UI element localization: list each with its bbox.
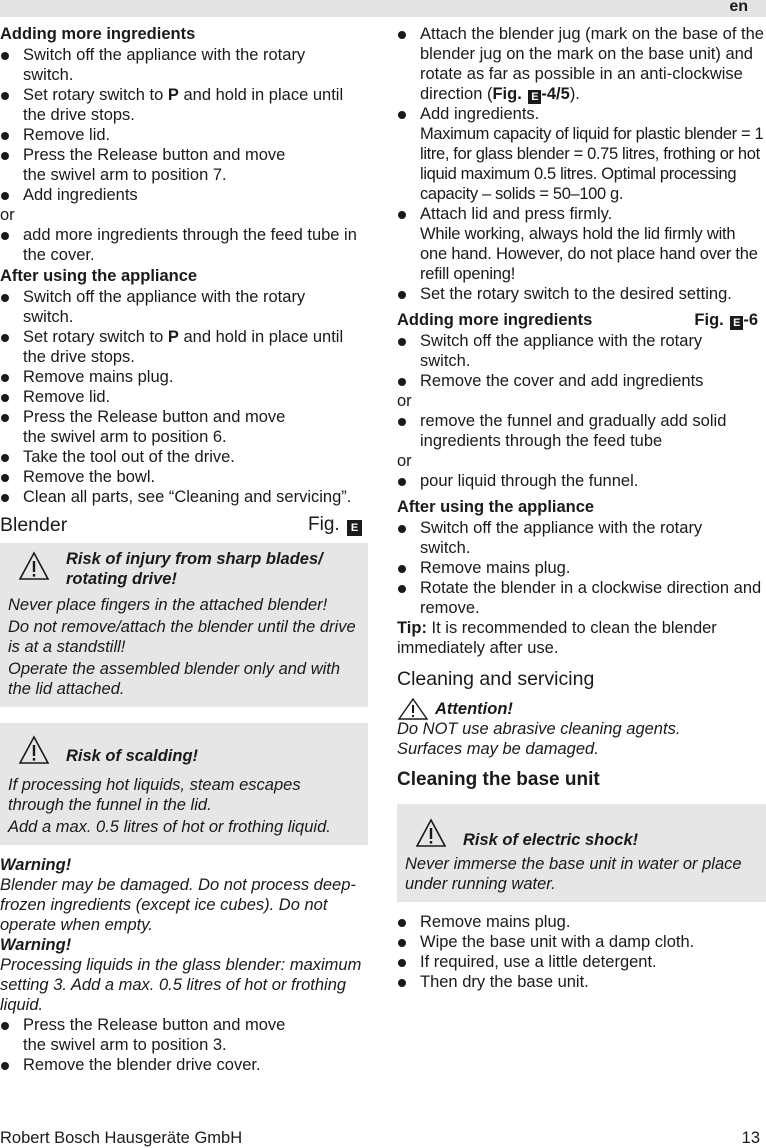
list-item: Set the rotary switch to the desired setting. xyxy=(397,284,766,304)
tip-text: It is recommended to clean the blender immediately after use. xyxy=(397,619,717,657)
list-item-text: Set rotary switch to P and hold in place until the drive stops. xyxy=(23,86,344,124)
list-item xyxy=(0,85,370,125)
warning-body xyxy=(8,775,360,837)
list-item: Set rotary switch to P and hold in place until the drive stops. xyxy=(0,327,370,367)
list-item xyxy=(397,104,766,204)
cleaning-steps xyxy=(397,912,766,992)
list-item xyxy=(397,204,766,284)
warning-heading-text: Risk of electric shock! xyxy=(463,831,639,849)
warning-line: Never immerse the base unit in water or place under running water. xyxy=(405,855,742,893)
or-text: or xyxy=(397,452,412,470)
warning-heading-text: Risk of scalding! xyxy=(66,747,199,765)
warning-line: If processing hot liquids, steam escapes through the funnel in the lid. xyxy=(8,776,301,814)
list-item-text: Attach the blender jug (mark on the base of the blender jug on the mark on the base unit) and rotate as far as possible in an anti-clockwise direction ( xyxy=(420,25,764,103)
or-text: or xyxy=(397,392,412,410)
warning-heading xyxy=(405,816,758,852)
warning-body xyxy=(405,854,758,894)
warning-line: Never place fingers in the attached blender! xyxy=(8,596,328,614)
section-title-adding-ingredients: Adding more ingredients xyxy=(0,25,196,43)
page-footer xyxy=(0,1128,766,1148)
figure-icon: E xyxy=(528,90,541,104)
list-item-note: Maximum capacity of liquid for plastic blender = 1 litre, for glass blender = 0.75 litres, frothing or hot liquid maximum 0.5 litres. Optimal processing capacity – solids = 50–100 g. xyxy=(420,125,764,203)
figure-reference xyxy=(308,513,362,537)
warning-line: Do not remove/attach the blender until the drive is at a standstill! xyxy=(8,618,356,656)
warning-heading xyxy=(8,549,360,589)
figure-label: Fig. xyxy=(492,85,522,103)
figure-ref: -6 xyxy=(743,311,758,329)
section-title-blender: Blender xyxy=(0,514,68,536)
section-title-after-use: After using the appliance xyxy=(397,498,595,516)
attention-title: Attention! xyxy=(435,700,513,718)
list-item: Remove the blender drive cover. xyxy=(0,1055,370,1075)
language-label: en xyxy=(729,0,748,15)
list-item: Remove mains plug. xyxy=(397,558,766,578)
list-item-text: Attach lid and press firmly. xyxy=(420,205,613,223)
list-item: add more ingredients through the feed tube in the cover. xyxy=(0,225,370,265)
list-item: Wipe the base unit with a damp cloth. xyxy=(397,932,766,952)
list-item: Remove lid. xyxy=(0,125,370,145)
list-item: Then dry the base unit. xyxy=(397,972,766,992)
list-item: Remove the bowl. xyxy=(0,467,370,487)
list-item: Add ingredients xyxy=(0,185,370,205)
switch-position-p: P xyxy=(167,86,179,104)
attention-heading xyxy=(397,699,766,719)
figure-ref: -4/5 xyxy=(541,85,570,103)
switch-position-p: P xyxy=(167,328,179,346)
list-item: Remove mains plug. xyxy=(397,912,766,932)
list-item: remove the funnel and gradually add solid ingredients through the feed tube xyxy=(397,411,766,451)
figure-label: Fig. xyxy=(308,514,340,535)
list-item: Switch off the appliance with the rotary switch. xyxy=(397,518,737,558)
warning-triangle-icon xyxy=(18,551,50,581)
list-item: If required, use a little detergent. xyxy=(397,952,766,972)
right-column xyxy=(397,24,766,992)
warning-damage xyxy=(0,855,370,935)
list-item: Press the Release button and move the swivel arm to position 3. xyxy=(0,1015,310,1055)
warning-line: Operate the assembled blender only and with the lid attached. xyxy=(8,660,341,698)
list-item-text: ). xyxy=(569,85,580,103)
figure-icon: E xyxy=(347,520,362,536)
list-item: Switch off the appliance with the rotary switch. xyxy=(0,287,340,327)
warning-line: Add a max. 0.5 litres of hot or frothing liquid. xyxy=(8,818,331,836)
figure-reference xyxy=(694,310,758,331)
section-title-adding-ingredients: Adding more ingredients xyxy=(397,311,593,329)
section-title-cleaning: Cleaning and servicing xyxy=(397,668,595,690)
list-item xyxy=(397,24,766,104)
warning-triangle-icon xyxy=(397,698,429,720)
list-item: Switch off the appliance with the rotary switch. xyxy=(397,331,737,371)
list-item: Rotate the blender in a clockwise direction and remove. xyxy=(397,578,766,618)
warning-triangle-icon xyxy=(18,735,50,765)
list-item: Remove mains plug. xyxy=(0,367,370,387)
header-bar xyxy=(0,0,766,17)
adding-ingredients-heading-row xyxy=(397,310,758,331)
list-item-text: Add ingredients. xyxy=(420,105,540,123)
list-item: Take the tool out of the drive. xyxy=(0,447,370,467)
list-item: Switch off the appliance with the rotary switch. xyxy=(0,45,340,85)
warning-heading-text: Risk of injury from sharp blades/ rotating drive! xyxy=(66,550,323,588)
warning-box-scalding xyxy=(0,723,368,845)
figure-label: Fig. xyxy=(694,311,724,329)
warning-triangle-icon xyxy=(415,818,447,848)
warning-title: Warning! xyxy=(0,936,72,954)
warning-heading xyxy=(8,733,360,771)
company-name: Robert Bosch Hausgeräte GmbH xyxy=(0,1129,243,1147)
warning-glass-blender xyxy=(0,935,370,1015)
attention-text: Do NOT use abrasive cleaning agents. Surfaces may be damaged. xyxy=(397,720,681,758)
list-item: Press the Release button and move the swivel arm to position 6. xyxy=(0,407,310,447)
list-item: pour liquid through the funnel. xyxy=(397,471,766,491)
section-title-after-use: After using the appliance xyxy=(0,267,198,285)
list-item: Press the Release button and move the swivel arm to position 7. xyxy=(0,145,310,185)
blender-heading-row xyxy=(0,513,362,537)
warning-body xyxy=(8,595,360,699)
section-title-base-unit: Cleaning the base unit xyxy=(397,769,600,790)
tip-label: Tip: xyxy=(397,619,427,637)
warning-text: Blender may be damaged. Do not process deep-frozen ingredients (except ice cubes). Do not operate when empty. xyxy=(0,876,356,934)
list-item: Clean all parts, see “Cleaning and servicing”. xyxy=(0,487,370,507)
warning-box-blades xyxy=(0,543,368,707)
warning-text: Processing liquids in the glass blender: maximum setting 3. Add a max. 0.5 litres of hot or frothing liquid. xyxy=(0,956,362,1014)
list-item: Remove the cover and add ingredients xyxy=(397,371,766,391)
warning-box-electric xyxy=(397,804,766,902)
figure-icon: E xyxy=(730,316,743,330)
tip-paragraph xyxy=(397,618,752,658)
warning-title: Warning! xyxy=(0,856,72,874)
list-item-note: While working, always hold the lid firmly with one hand. However, do not place hand over the refill opening! xyxy=(420,225,758,283)
or-text: or xyxy=(0,206,15,224)
page-number: 13 xyxy=(741,1129,760,1147)
list-item: Remove lid. xyxy=(0,387,370,407)
left-column xyxy=(0,24,370,1075)
